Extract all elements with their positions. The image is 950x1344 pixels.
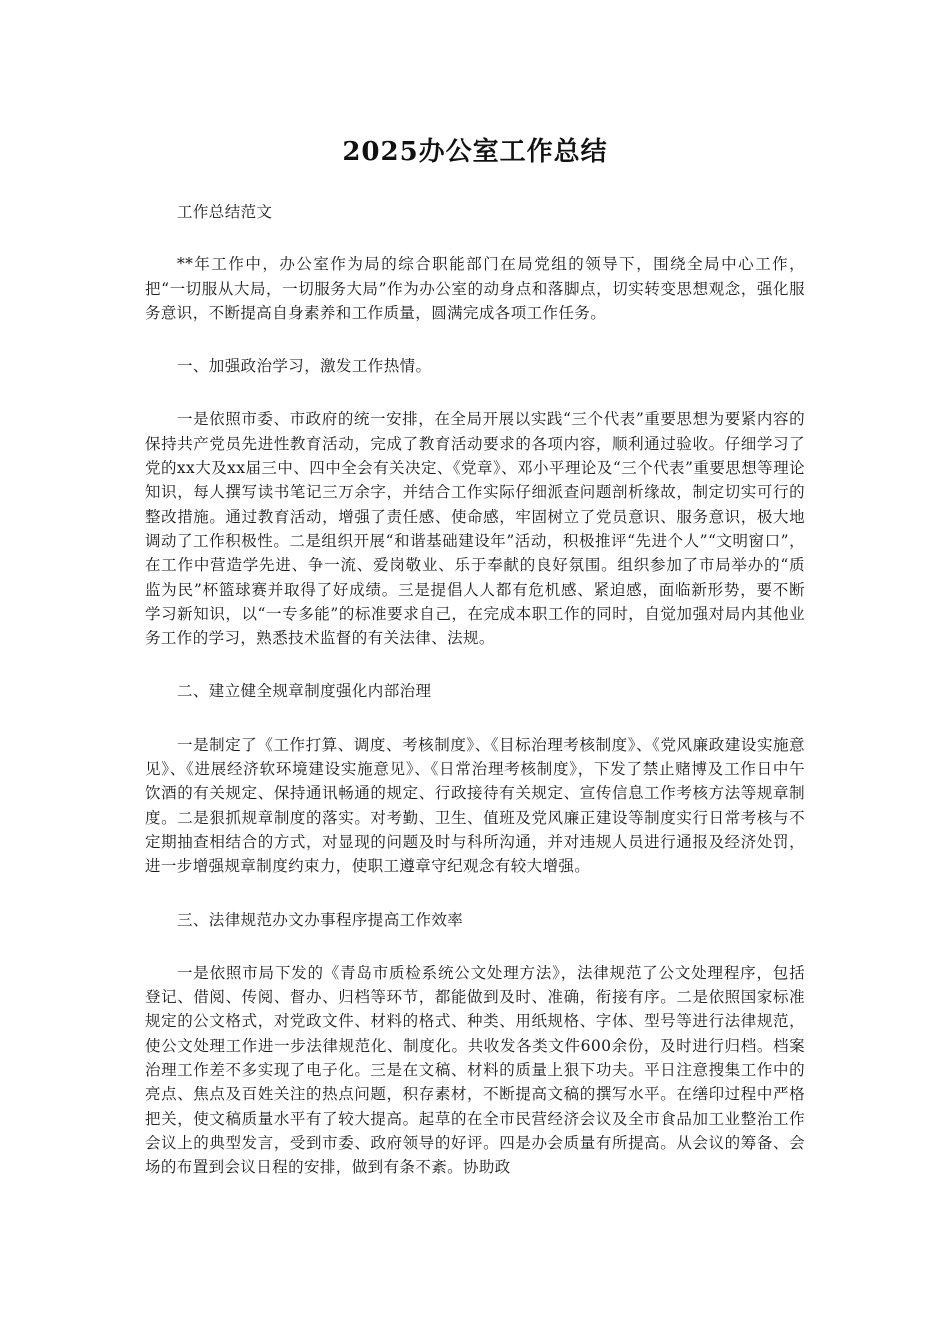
document-page [145, 0, 805, 1180]
body-paragraph-2: 一是制定了《工作打算、调度、考核制度》、《目标治理考核制度》、《党风廉政建设实施意见》、《进展经济软环境建设实施意见》、《日常治理考核制度》，下发了禁止赌博及工作日中午饮酒的有关规定、保持通讯畅通的规定、行政接待有关规定、宣传信息工作考核方法等规章制度。二是狠抓规章制度的落实。对考勤、卫生、值班及党风廉正建设等制度实行日常考核与不定期抽查相结合的方式，对显现的问题及时与科所沟通，并对违规人员进行通报及经济处罚，进一步增强规章制度约束力，使职工遵章守纪观念有较大增强。 [145, 735, 805, 876]
section-heading-2: 二、建立健全规章制度强化内部治理 [177, 682, 432, 701]
document-title: 2025办公室工作总结 [342, 137, 608, 167]
section-heading-3: 三、法律规范办文办事程序提高工作效率 [177, 910, 464, 929]
body-paragraph-3: 一是依照市局下发的《青岛市质检系统公文处理方法》，法律规范了公文处理程序，包括登记、借阅、传阅、督办、归档等环节，都能做到及时、准确，衔接有序。二是依照国家标准规定的公文格式，对党政文件、材料的格式、种类、用纸规格、字体、型号等进行法律规范，使公文处理工作进一步法律规范化、制度化。共收发各类文件600余份，及时进行归档。档案治理工作差不多实现了电子化。三是在文稿、材料的质量上狠下功夫。平日注意搜集工作中的亮点、焦点及百姓关注的热点问题，积存素材，不断提高文稿的撰写水平。在缮印过程中严格把关，使文稿质量水平有了较大提高。起草的在全市民营经济会议及全市食品加工业整治工作会议上的典型发言，受到市委、政府领导的好评。四是办会质量有所提高。从会议的筹备、会场的布置到会议日程的安排，做到有条不紊。协助政 [145, 963, 805, 1177]
body-paragraph-1: 一是依照市委、市政府的统一安排，在全局开展以实践“三个代表”重要思想为要紧内容的保持共产党员先进性教育活动，完成了教育活动要求的各项内容，顺利通过验收。仔细学习了党的xx大及xx届三中、四中全会有关决定、《党章》、邓小平理论及“三个代表”重要思想等理论知识，每人撰写读书笔记三万余字，并结合工作实际仔细派查问题剖析缘故，制定切实可行的整改措施。通过教育活动，增强了责任感、使命感，牢固树立了党员意识、服务意识，极大地调动了工作积极性。二是组织开展“和谐基础建设年”活动，积极推评“先进个人”“文明窗口”，在工作中营造学先进、争一流、爱岗敬业、乐于奉献的良好氛围。组织参加了市局举办的“质监为民”杯篮球赛并取得了好成绩。三是提倡人人都有危机感、紧迫感，面临新形势，要不断学习新知识，以“一专多能”的标准要求自己，在完成本职工作的同时，自觉加强对局内其他业务工作的学习，熟悉技术监督的有关法律、法规。 [145, 410, 805, 648]
subtitle-paragraph: 工作总结范文 [177, 203, 273, 221]
section-heading-1: 一、加强政治学习，激发工作热情。 [177, 357, 432, 376]
intro-paragraph: **年工作中，办公室作为局的综合职能部门在局党组的领导下，围绕全局中心工作，把“一切服从大局，一切服务大局”作为办公室的动身点和落脚点，切实转变思想观念，强化服务意识，不断提高自身素养和工作质量，圆满完成各项工作任务。 [145, 255, 805, 322]
